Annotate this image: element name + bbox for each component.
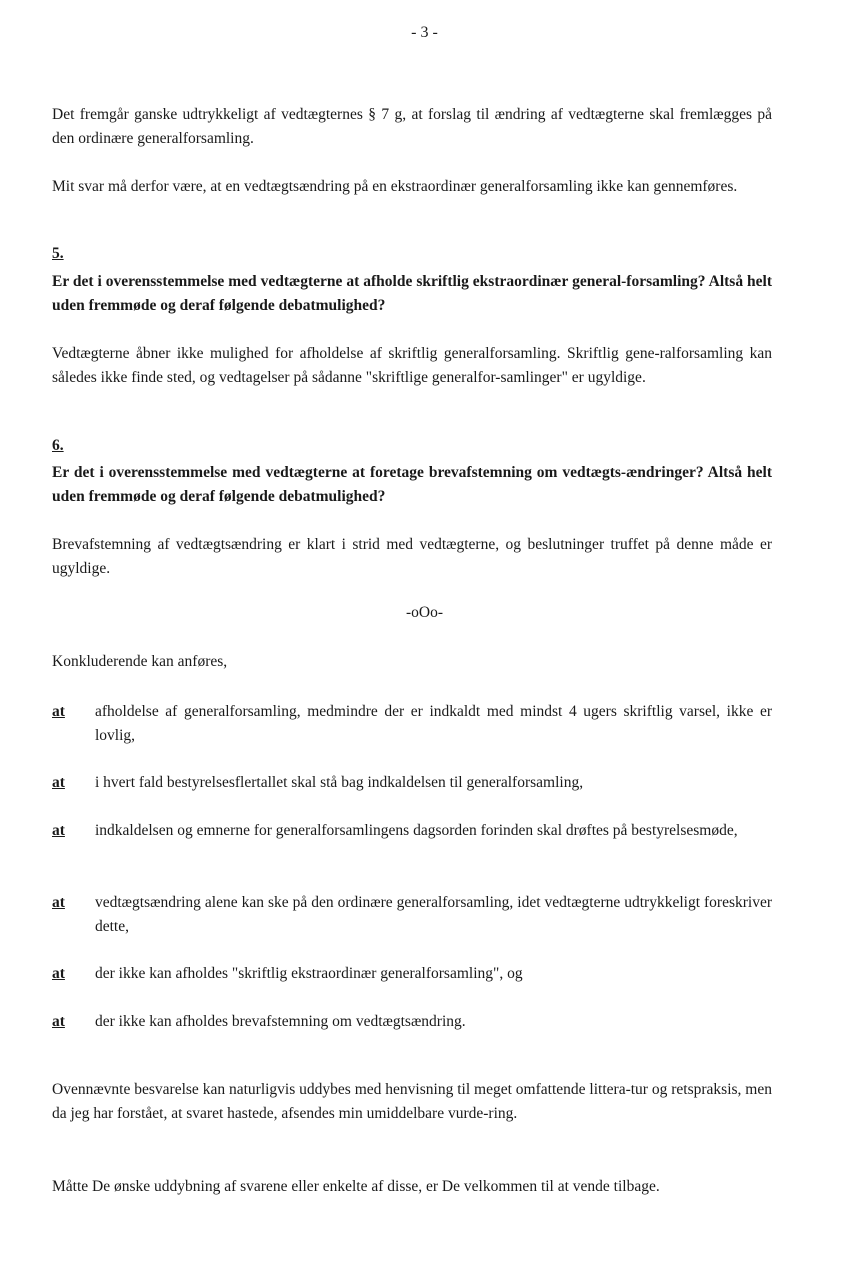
section-number-5: 5. xyxy=(52,245,64,262)
conclusion-intro: Konkluderende kan anføres, xyxy=(52,653,228,670)
conclusion-item-text: vedtægtsændring alene kan ske på den ordinære generalforsamling, idet vedtægterne udtrykkeligt foreskriver dette, xyxy=(95,894,772,935)
conclusion-item-text: der ikke kan afholdes "skriftlig ekstraordinær generalforsamling", og xyxy=(95,965,523,982)
section-answer-5: Vedtægterne åbner ikke mulighed for afholdelse af skriftlig generalforsamling. Skriftlig gene-ralforsamling kan således ikke finde sted, og vedtagelser på sådanne "skriftlige generalfor-samlinger" er ugyldige. xyxy=(52,345,772,386)
conclusion-item-text: afholdelse af generalforsamling, medmindre der er indkaldt med mindst 4 ugers skriftlig varsel, ikke er lovlig, xyxy=(95,703,772,744)
page-number: - 3 - xyxy=(411,24,438,41)
conclusion-item-label: at xyxy=(52,774,65,791)
separator: -oOo- xyxy=(405,604,444,621)
conclusion-item-label: at xyxy=(52,822,65,839)
paragraph-svar: Mit svar må derfor være, at en vedtægtsændring på en ekstraordinær generalforsamling ikke kan gennemføres. xyxy=(52,178,738,195)
closing-paragraph-velkommen: Måtte De ønske uddybning af svarene eller enkelte af disse, er De velkommen til at vende tilbage. xyxy=(52,1178,660,1195)
conclusion-item-label: at xyxy=(52,703,65,720)
closing-paragraph-uddybning: Ovennævnte besvarelse kan naturligvis uddybes med henvisning til meget omfattende littera-tur og retspraksis, men da jeg har forstået, at svaret hastede, afsendes min umiddelbare vurde-ring. xyxy=(52,1081,772,1122)
section-number-6: 6. xyxy=(52,437,64,454)
conclusion-item-text: indkaldelsen og emnerne for generalforsamlingens dagsorden forinden skal drøftes på bestyrelsesmøde, xyxy=(95,822,738,839)
conclusion-item-label: at xyxy=(52,965,65,982)
conclusion-item-label: at xyxy=(52,1013,65,1030)
conclusion-item-text: der ikke kan afholdes brevafstemning om vedtægtsændring. xyxy=(95,1013,466,1030)
section-question-5: Er det i overensstemmelse med vedtægterne at afholde skriftlig ekstraordinær general-forsamling? Altså helt uden fremmøde og deraf følgende debatmulighed? xyxy=(52,273,772,314)
paragraph-vedtaegter-7g: Det fremgår ganske udtrykkeligt af vedtægternes § 7 g, at forslag til ændring af vedtægterne skal fremlægges på den ordinære generalforsamling. xyxy=(52,106,772,147)
conclusion-item-text: i hvert fald bestyrelsesflertallet skal stå bag indkaldelsen til generalforsamling, xyxy=(95,774,584,791)
conclusion-item-label: at xyxy=(52,894,65,911)
section-question-6: Er det i overensstemmelse med vedtægterne at foretage brevafstemning om vedtægts-ændringer? Altså helt uden fremmøde og deraf følgende debatmulighed? xyxy=(52,464,772,505)
section-answer-6: Brevafstemning af vedtægtsændring er klart i strid med vedtægterne, og beslutninger truffet på denne måde er ugyldige. xyxy=(52,536,772,577)
